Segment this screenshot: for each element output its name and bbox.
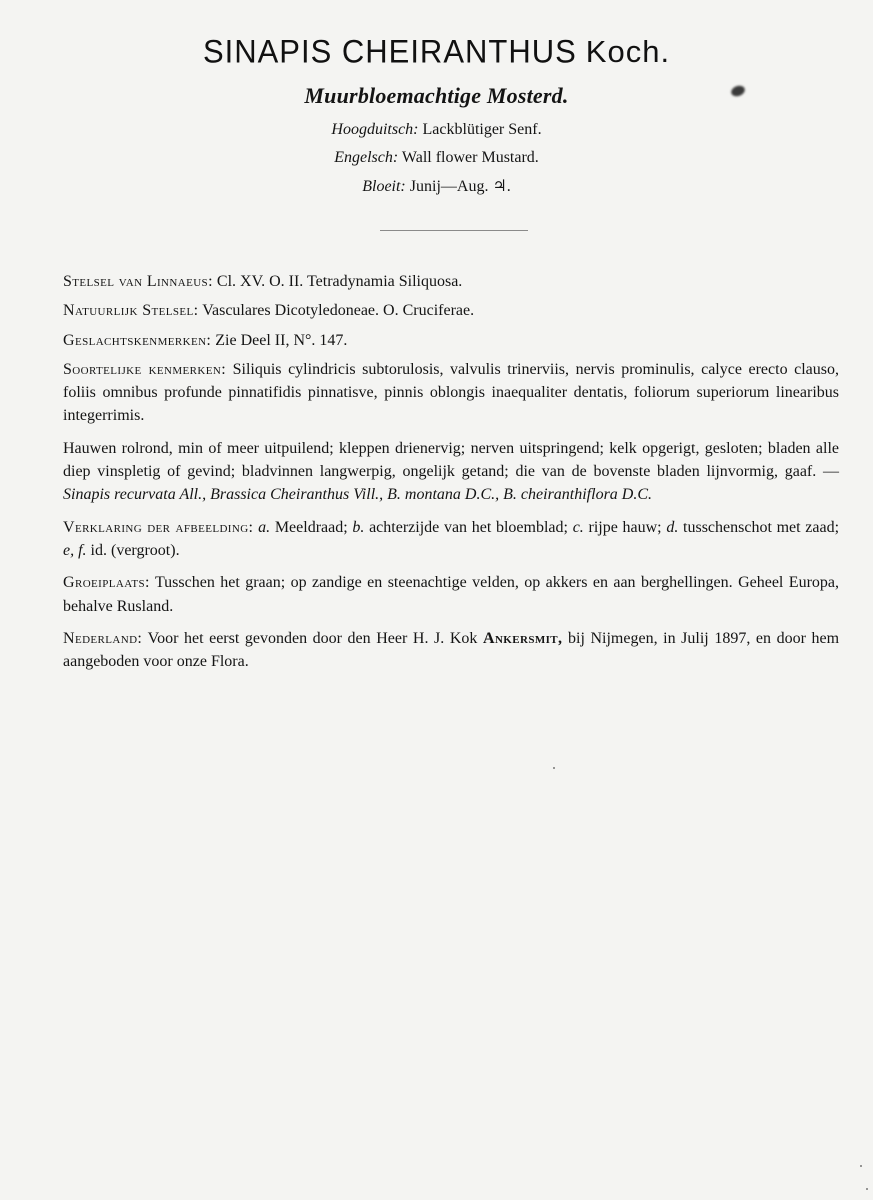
natural-system-label: Natuurlijk Stelsel: (63, 302, 199, 320)
page-title (0, 34, 873, 70)
illustration-label: Verklaring der afbeelding: (63, 518, 254, 536)
species-name: SINAPIS CHEIRANTHUS (202, 33, 577, 70)
illustration-paragraph (63, 516, 839, 563)
description-body (63, 270, 839, 682)
habitat-text: Tusschen het graan; op zandige en steenachtige velden, op akkers en aan berghellingen. Geheel Europa, behalve Rusland. (63, 574, 839, 615)
bloom-value: Junij—Aug. ♃. (409, 178, 511, 195)
illustration-item-ef: id. (vergroot). (90, 541, 180, 559)
dutch-common-name: Muurbloemachtige Mosterd. (304, 83, 569, 108)
illustration-item-b: achterzijde van het bloemblad; (369, 518, 568, 536)
divider (380, 230, 528, 231)
species-text: Siliquis cylindricis subtorulosis, valvulis trinerviis, nervis prominulis, calyce erecto clauso, foliis omnibus profunde pinnatifidis pinnatisve, pinnis oblongis inaequaliter dentatis, foliorum superiorum linearibus integerrimis. (63, 360, 839, 425)
illustration-item-d: tusschenschot met zaad; (683, 518, 840, 536)
collector-name: Ankersmit, (482, 629, 563, 647)
bloom-label: Bloeit: (362, 178, 406, 195)
synonyms-text: Sinapis recurvata All., Brassica Cheiranthus Vill., B. montana D.C., B. cheiranthiflora D.C. (63, 486, 653, 504)
netherlands-text-2: bij Nijmegen, in Julij 1897, en door hem aangeboden voor onze Flora. (63, 629, 840, 671)
habitat-paragraph (63, 571, 839, 618)
netherlands-label: Nederland: (63, 629, 143, 647)
german-label: Hoogduitsch: (331, 121, 419, 138)
illustration-key-a: a. (258, 518, 271, 536)
linnaeus-paragraph (63, 270, 839, 293)
author-name: Koch. (585, 34, 671, 69)
illustration-key-d: d. (666, 518, 679, 536)
illustration-key-c: c. (572, 518, 584, 536)
habitat-label: Groeiplaats: (63, 574, 150, 592)
species-label: Soortelijke kenmerken: (63, 360, 227, 378)
natural-system-text: Vasculares Dicotyledoneae. O. Cruciferae. (202, 302, 475, 320)
illustration-key-ef: e, f. (63, 541, 87, 559)
speck (553, 767, 555, 769)
dutch-description-paragraph (63, 437, 839, 507)
illustration-item-c: rijpe hauw; (588, 518, 662, 536)
genus-paragraph (63, 329, 839, 352)
speck (866, 1188, 868, 1190)
english-name-line (0, 149, 873, 167)
genus-text: Zie Deel II, N°. 147. (215, 331, 348, 349)
bloom-line (0, 176, 873, 196)
dutch-description-text: Hauwen rolrond, min of meer uitpuilend; kleppen drienervig; nerven uitspringend; kelk opgerigt, gesloten; bladen alle diep vinspletig of gevind; bladvinnen langwerpig, ongelijk getand; die van de bovenste bladen lijnvormig, gaaf. — (63, 439, 839, 481)
natural-system-paragraph (63, 299, 839, 322)
genus-label: Geslachtskenmerken: (63, 331, 212, 349)
english-label: Engelsch: (334, 149, 399, 166)
species-paragraph (63, 358, 839, 428)
linnaeus-label: Stelsel van Linnaeus: (63, 273, 213, 290)
netherlands-paragraph (63, 627, 839, 674)
illustration-key-b: b. (352, 518, 365, 536)
german-name-line (0, 121, 873, 139)
speck (860, 1165, 862, 1167)
linnaeus-text: Cl. XV. O. II. Tetradynamia Siliquosa. (216, 273, 463, 290)
illustration-item-a: Meeldraad; (274, 518, 348, 536)
netherlands-text-1: Voor het eerst gevonden door den Heer H. J. Kok (147, 629, 478, 647)
german-name: Lackblütiger Senf. (422, 121, 542, 138)
english-name: Wall flower Mustard. (401, 149, 539, 166)
